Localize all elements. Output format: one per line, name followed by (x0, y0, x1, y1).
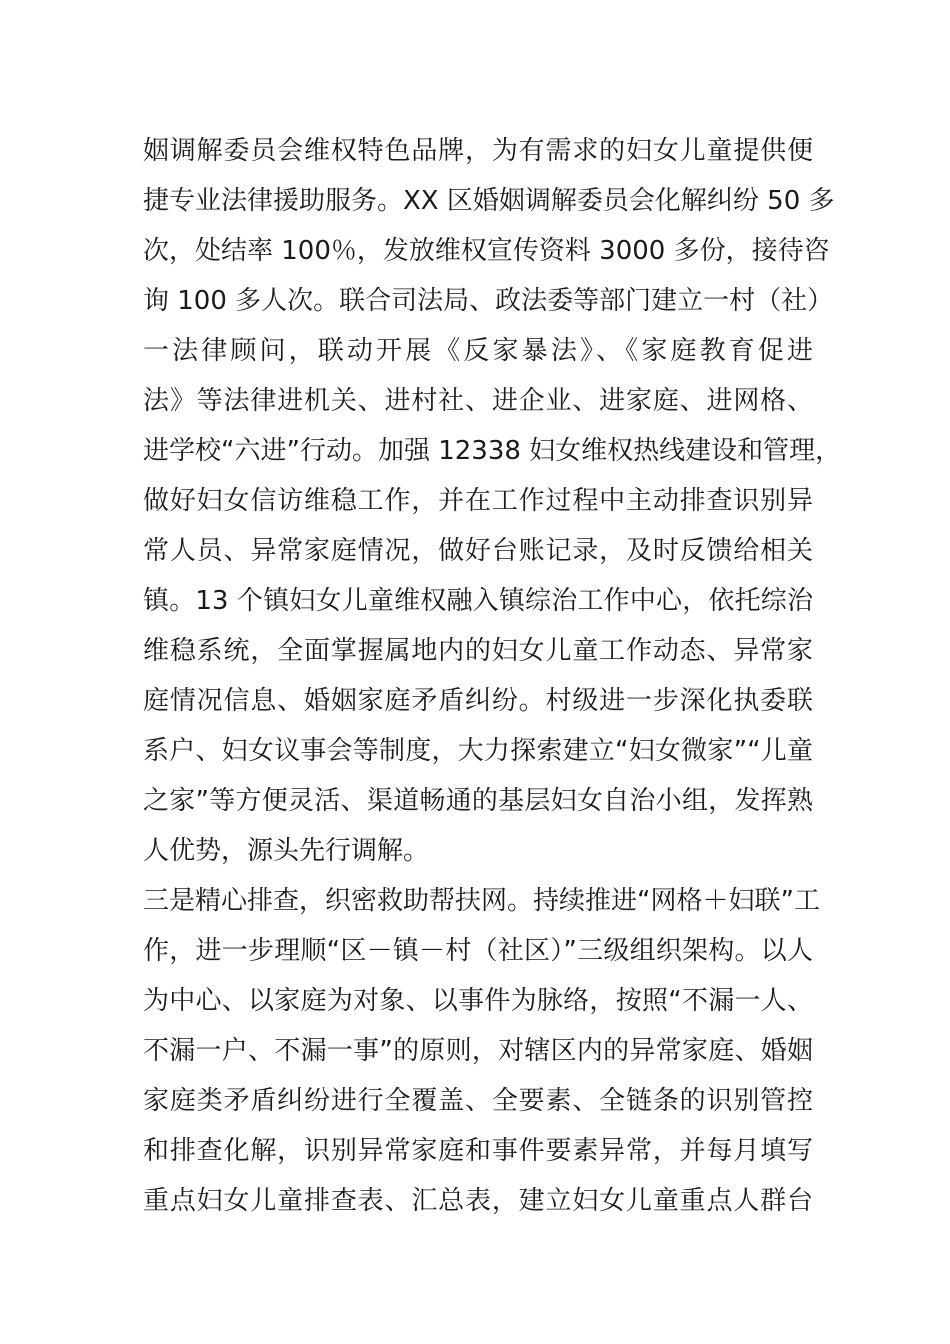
text-line: 系户、妇女议事会等制度，大力探索建立“妇女微家”“儿童 (143, 736, 813, 766)
text-line: 家庭类矛盾纠纷进行全覆盖、全要素、全链条的识别管控 (143, 1086, 813, 1116)
text-line: 之家”等方便灵活、渠道畅通的基层妇女自治小组，发挥熟 (143, 786, 813, 816)
text-line: 不漏一户、不漏一事”的原则，对辖区内的异常家庭、婚姻 (143, 1036, 813, 1066)
text-line: 法》等法律进机关、进村社、进企业、进家庭、进网格、 (143, 386, 813, 416)
text-line: 姻调解委员会维权特色品牌，为有需求的妇女儿童提供便 (143, 136, 813, 166)
text-line: 常人员、异常家庭情况，做好台账记录，及时反馈给相关 (143, 536, 813, 566)
text-line: 询 100 多人次。联合司法局、政法委等部门建立一村（社） (143, 286, 834, 316)
text-line: 三是精心排查，织密救助帮扶网。持续推进“网格＋妇联”工 (143, 886, 820, 916)
text-line: 一法律顾问，联动开展《反家暴法》、《家庭教育促进 (143, 336, 813, 366)
text-line: 庭情况信息、婚姻家庭矛盾纠纷。村级进一步深化执委联 (143, 686, 813, 716)
text-line: 做好妇女信访维稳工作，并在工作过程中主动排查识别异 (143, 486, 813, 516)
text-line: 维稳系统，全面掌握属地内的妇女儿童工作动态、异常家 (143, 636, 813, 666)
text-line: 人优势，源头先行调解。 (143, 836, 430, 866)
text-line: 次，处结率 100％，发放维权宣传资料 3000 多份，接待咨 (143, 236, 830, 266)
text-line: 为中心、以家庭为对象、以事件为脉络，按照“不漏一人、 (143, 986, 813, 1016)
text-line: 进学校“六进”行动。加强 12338 妇女维权热线建设和管理， (143, 436, 842, 466)
text-line: 重点妇女儿童排查表、汇总表，建立妇女儿童重点人群台 (143, 1186, 813, 1216)
text-line: 作，进一步理顺“区－镇－村（社区）”三级组织架构。以人 (143, 936, 813, 966)
text-line: 捷专业法律援助服务。XX 区婚姻调解委员会化解纠纷 50 多 (143, 186, 835, 216)
body-text (143, 126, 842, 1226)
text-line: 镇。13 个镇妇女儿童维权融入镇综治工作中心，依托综治 (143, 586, 813, 616)
text-line: 和排查化解，识别异常家庭和事件要素异常，并每月填写 (143, 1136, 813, 1166)
